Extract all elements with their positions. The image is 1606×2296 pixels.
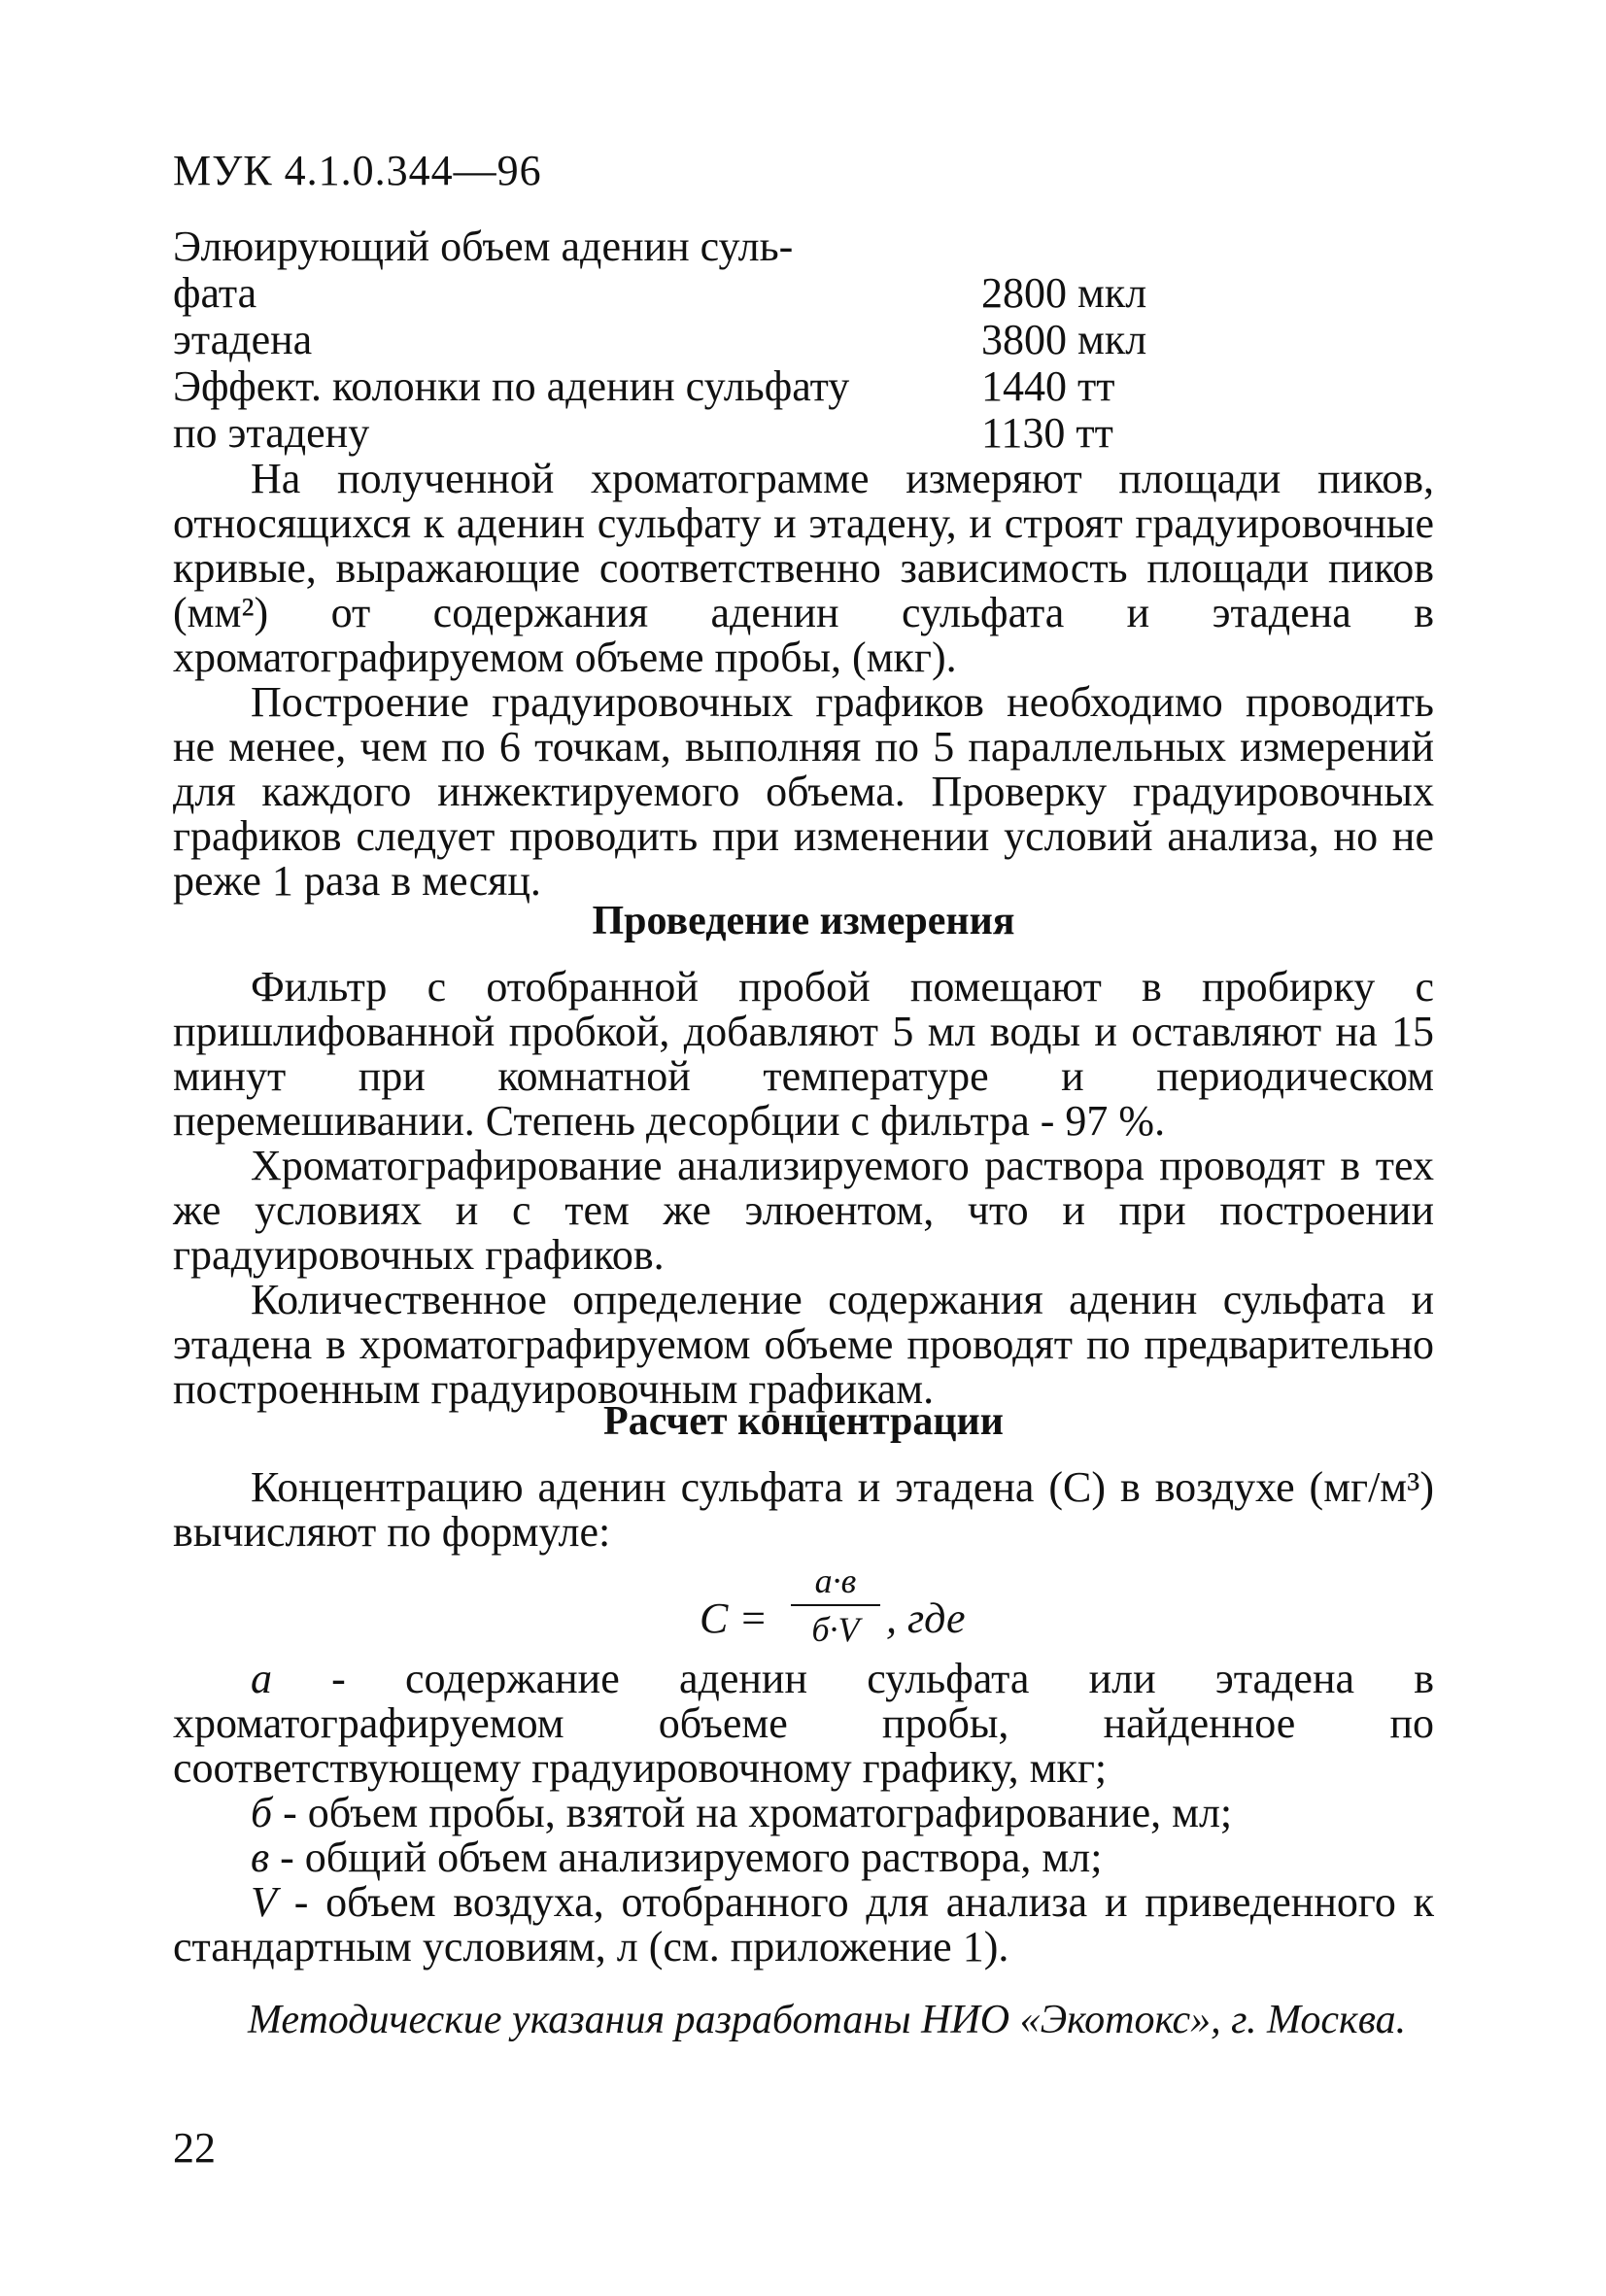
credits-line: Методические указания разработаны НИО «Экотокс», г. Москва. bbox=[248, 1998, 1407, 2042]
calibration-text bbox=[173, 457, 1434, 904]
definition-text: - объем воздуха, отобранного для анализа и приведенного к стандартным условиям, л (см. приложение 1). bbox=[173, 1878, 1434, 1970]
concentration-formula bbox=[700, 1559, 1088, 1666]
spec-value: 2800 мкл bbox=[981, 269, 1147, 317]
formula-denominator: б·V bbox=[811, 1610, 860, 1649]
paragraph: На полученной хроматограмме измеряют площади пиков, относящихся к аденин сульфату и этадену, и строят градуировочные кривые, выражающие соответственно зависимость площади пиков (мм²) от содержания аденин сульфата и этадена в хроматографируемом объеме пробы, (мкг). bbox=[173, 455, 1434, 681]
definition-symbol: б bbox=[251, 1789, 273, 1836]
definition-item bbox=[173, 1880, 1434, 1970]
spec-value: 1130 тт bbox=[981, 409, 1113, 457]
spec-row bbox=[173, 317, 1436, 363]
spec-label: по этадену bbox=[173, 409, 370, 457]
formula-tail: , где bbox=[886, 1594, 966, 1642]
definition-text: - содержание аденин сульфата или этадена в хроматографируемом объеме пробы, найденное по соответствующему градуировочному графику, мкг; bbox=[173, 1655, 1434, 1792]
definition-text: - общий объем анализируемого раствора, мл; bbox=[269, 1833, 1103, 1881]
definition-item bbox=[173, 1835, 1434, 1880]
spec-row bbox=[173, 410, 1436, 457]
specs-table bbox=[173, 223, 1436, 457]
fraction-bar bbox=[791, 1604, 880, 1606]
spec-value: 1440 тт bbox=[981, 362, 1115, 410]
page-number: 22 bbox=[173, 2124, 216, 2172]
definition-symbol: а bbox=[251, 1655, 272, 1702]
section-heading: Проведение измерения bbox=[592, 899, 1015, 943]
spec-row bbox=[173, 363, 1436, 410]
paragraph: Концентрацию аденин сульфата и этадена (С) в воздухе (мг/м³) вычисляют по формуле: bbox=[173, 1463, 1434, 1556]
spec-row bbox=[173, 223, 1436, 317]
spec-label: Эффект. колонки по аденин сульфату bbox=[173, 362, 850, 410]
paragraph: Фильтр с отобранной пробой помещают в пробирку с пришлифованной пробкой, добавляют 5 мл воды и оставляют на 15 минут при комнатной температуре и периодическом перемешивании. Степень десорбции с фильтра - 97 %. bbox=[173, 963, 1434, 1145]
definition-item bbox=[173, 1791, 1434, 1835]
section-heading: Расчет концентрации bbox=[603, 1399, 1004, 1444]
definition-symbol: в bbox=[251, 1833, 270, 1881]
formula-fraction bbox=[787, 1559, 884, 1651]
definition-symbol: V bbox=[251, 1878, 277, 1926]
formula-lhs: С = bbox=[700, 1594, 769, 1642]
document-code: МУК 4.1.0.344—96 bbox=[173, 147, 542, 194]
definition-text: - объем пробы, взятой на хроматографирование, мл; bbox=[272, 1789, 1233, 1836]
calculation-section bbox=[173, 1399, 1434, 1555]
paragraph: Хроматографирование анализируемого раствора проводят в тех же условиях и с тем же элюентом, что и при построении градуировочных графиков. bbox=[173, 1142, 1434, 1279]
paragraph: Количественное определение содержания аденин сульфата и этадена в хроматографируемом объеме проводят по предварительно построенным градуировочным графикам. bbox=[173, 1276, 1434, 1413]
spec-value: 3800 мкл bbox=[981, 316, 1147, 363]
formula-numerator: а·в bbox=[814, 1561, 857, 1600]
paragraph: Построение градуировочных графиков необходимо проводить не менее, чем по 6 точкам, выполняя по 5 параллельных измерений для каждого инжектируемого объема. Проверку градуировочных графиков следует проводить при изменении условий анализа, но не реже 1 раза в месяц. bbox=[173, 678, 1434, 905]
spec-label: Элюирующий объем аденин суль- фата bbox=[173, 223, 794, 317]
spec-label: этадена bbox=[173, 316, 313, 363]
definition-item bbox=[173, 1657, 1434, 1791]
measurement-section bbox=[173, 899, 1434, 1412]
variable-definitions bbox=[173, 1657, 1434, 1970]
